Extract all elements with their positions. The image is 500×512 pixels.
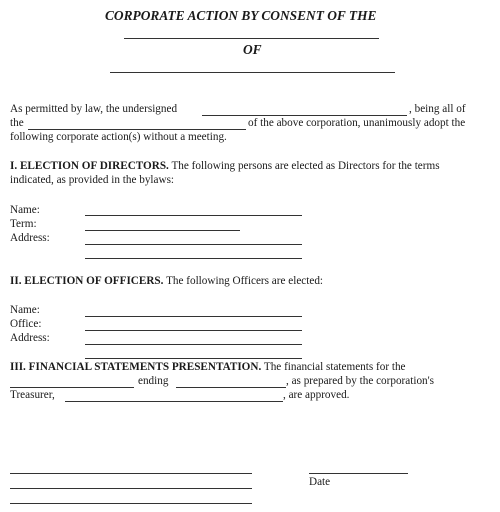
section2-text: The following Officers are elected: bbox=[166, 275, 324, 287]
signature-line-1[interactable] bbox=[10, 473, 252, 474]
section3-text2: , as prepared by the corporation's bbox=[286, 375, 435, 387]
date-line[interactable] bbox=[309, 473, 408, 474]
director-term-label: Term: bbox=[10, 218, 37, 230]
director-address-label: Address: bbox=[10, 232, 50, 244]
date-label: Date bbox=[309, 476, 331, 488]
intro-line3: following corporate action(s) without a meeting. bbox=[10, 131, 227, 143]
officer-name-label: Name: bbox=[10, 304, 40, 316]
undersigned-blank[interactable] bbox=[202, 115, 407, 116]
section3-text1: The financial statements for the bbox=[263, 361, 406, 373]
section1-line1 bbox=[10, 160, 440, 172]
signature-line-3[interactable] bbox=[10, 503, 252, 504]
section3-heading: III. FINANCIAL STATEMENTS PRESENTATION. bbox=[10, 361, 262, 373]
section3-ending: ending bbox=[138, 375, 169, 387]
intro-line1-text: As permitted by law, the undersigned bbox=[10, 103, 178, 115]
officer-name-field[interactable] bbox=[85, 316, 302, 317]
section3-approved: , are approved. bbox=[283, 389, 350, 401]
section3-line1 bbox=[10, 361, 406, 373]
officer-office-field[interactable] bbox=[85, 330, 302, 331]
officer-address-field-2[interactable] bbox=[85, 358, 302, 359]
director-name-field[interactable] bbox=[85, 215, 302, 216]
document-of-label: OF bbox=[243, 42, 262, 57]
ending-date-blank[interactable] bbox=[176, 387, 286, 388]
intro-line1-end: , being all of bbox=[409, 103, 466, 115]
period-blank[interactable] bbox=[10, 387, 134, 388]
signature-line-2[interactable] bbox=[10, 488, 252, 489]
director-address-field-1[interactable] bbox=[85, 244, 302, 245]
document-title: CORPORATE ACTION BY CONSENT OF THE bbox=[105, 8, 377, 23]
treasurer-name-blank[interactable] bbox=[65, 401, 283, 402]
intro-line2-start: the bbox=[10, 117, 24, 129]
director-term-field[interactable] bbox=[85, 230, 240, 231]
director-name-label: Name: bbox=[10, 204, 40, 216]
role-blank[interactable] bbox=[28, 129, 246, 130]
corporation-name-line[interactable] bbox=[124, 38, 379, 39]
officer-address-label: Address: bbox=[10, 332, 50, 344]
officer-office-label: Office: bbox=[10, 318, 42, 330]
section1-text1: The following persons are elected as Directors for the terms bbox=[171, 160, 440, 172]
section1-text2: indicated, as provided in the bylaws: bbox=[10, 174, 175, 186]
section2-heading: II. ELECTION OF OFFICERS. bbox=[10, 275, 164, 287]
section2-line bbox=[10, 275, 323, 287]
section3-treasurer: Treasurer, bbox=[10, 389, 55, 401]
intro-line2-end: of the above corporation, unanimously adopt the bbox=[248, 117, 466, 129]
corporation-state-line[interactable] bbox=[110, 72, 395, 73]
officer-address-field-1[interactable] bbox=[85, 344, 302, 345]
section1-heading: I. ELECTION OF DIRECTORS. bbox=[10, 160, 169, 172]
director-address-field-2[interactable] bbox=[85, 258, 302, 259]
